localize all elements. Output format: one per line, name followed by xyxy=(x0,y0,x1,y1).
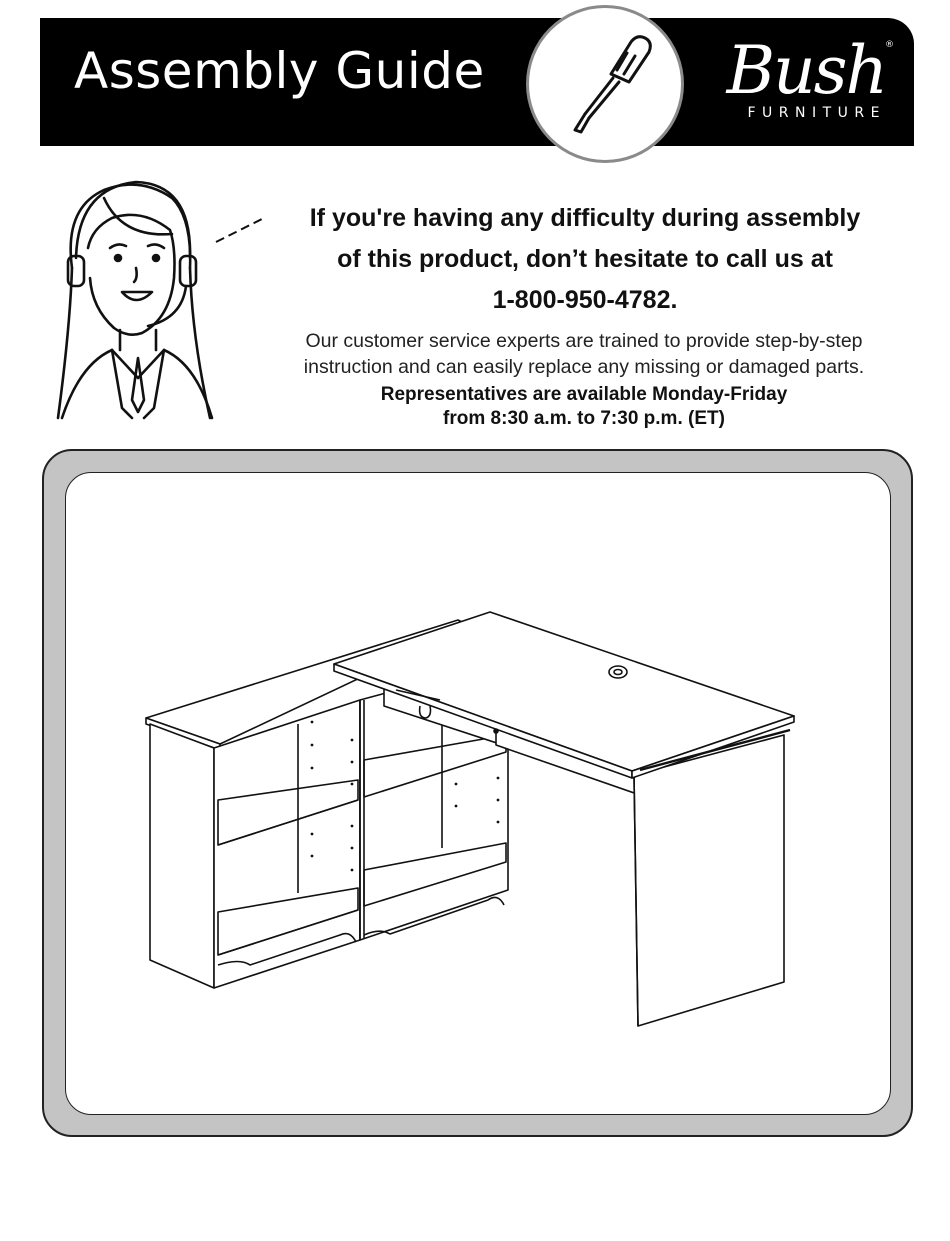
help-heading-line-2: of this product, don’t hesitate to call us at xyxy=(337,245,833,273)
help-description-line-1: Our customer service experts are trained to provide step-by-step xyxy=(305,330,863,352)
guide-title: Assembly Guide xyxy=(74,42,485,100)
service-hours-line-2: from 8:30 a.m. to 7:30 p.m. (ET) xyxy=(443,408,725,429)
help-description-line-2: instruction and can easily replace any missing or damaged parts. xyxy=(303,356,865,378)
service-hours-line-1: Representatives are available Monday-Friday xyxy=(380,384,788,405)
registered-mark: ® xyxy=(885,40,894,50)
phone-number: 1-800-950-4782. xyxy=(492,286,678,314)
brand-name: Bush xyxy=(726,32,886,109)
brand-subtitle: FURNITURE xyxy=(747,105,886,121)
help-heading-line-1: If you're having any difficulty during assembly xyxy=(309,204,861,232)
